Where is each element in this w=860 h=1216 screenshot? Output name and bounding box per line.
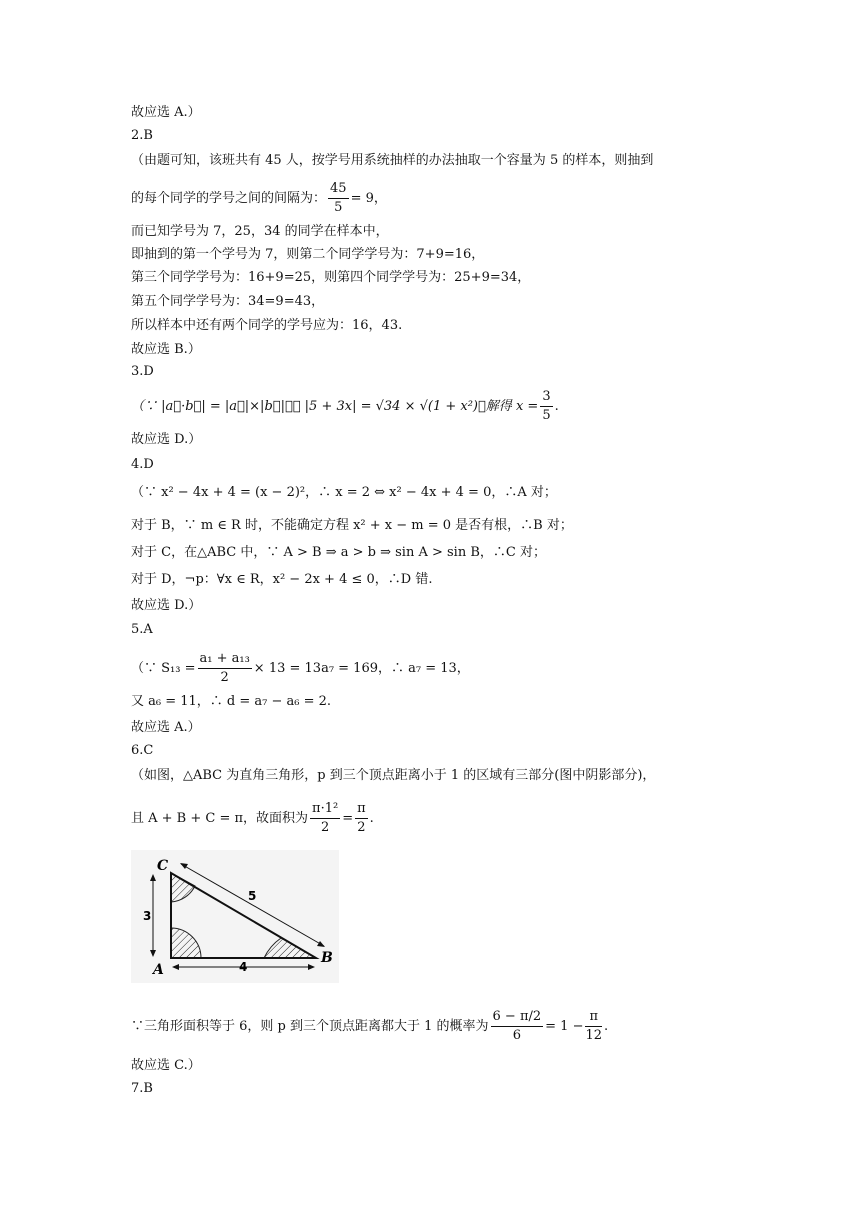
question-number: 2.B: [131, 128, 153, 143]
fraction: [355, 800, 368, 837]
solution-text: 对于 C，在△ABC 中，∵ A > B ⇒ a > b ⇒ sin A > sin B，∴C 对；: [131, 545, 546, 560]
solution-text: 第五个同学学号为：34=9=43，: [131, 294, 325, 309]
solution-text: [131, 650, 470, 687]
vertex-a-label: A: [153, 962, 164, 978]
right-triangle-figure: [131, 850, 339, 983]
solution-text: （由题可知，该班共有 45 人，按学号用系统抽样的办法抽取一个容量为 5 的样本，则抽到: [131, 153, 654, 168]
solution-text: [131, 1008, 608, 1045]
answer-conclusion: 故应选 D.）: [131, 432, 202, 447]
solution-text: [131, 180, 387, 217]
text-run: 的每个同学的学号之间的间隔为：: [131, 191, 327, 206]
dimension-line-cb: [181, 864, 324, 946]
fraction-numerator: a₁ + a₁₃: [198, 650, 252, 669]
text-run: .: [369, 811, 374, 826]
fraction-numerator: π: [355, 800, 368, 819]
arrow-head: [172, 964, 179, 970]
solution-text: 所以样本中还有两个同学的学号应为：16，43.: [131, 318, 403, 333]
arrow-head: [150, 874, 156, 881]
solution-text: [131, 800, 374, 837]
fraction-numerator: π·1²: [310, 800, 340, 819]
side-cb-label: 5: [248, 889, 257, 903]
solution-text: （∵ x² − 4x + 4 = (x − 2)²，∴ x = 2 ⇔ x² − 4x + 4 = 0，∴A 对；: [131, 485, 557, 500]
fraction: [585, 1008, 602, 1045]
solution-text: 而已知学号为 7，25，34 的同学在样本中，: [131, 224, 389, 239]
vertex-c-label: C: [157, 858, 169, 874]
text-run: .: [604, 1019, 609, 1034]
question-number: 4.D: [131, 457, 154, 472]
text-run: .: [554, 399, 559, 414]
solution-text: 对于 D，¬p：∀x ∈ R，x² − 2x + 4 ≤ 0，∴D 错.: [131, 572, 433, 587]
fraction: [540, 388, 552, 425]
fraction: [198, 650, 252, 687]
side-ab-label: 4: [239, 960, 248, 974]
question-number: 3.D: [131, 364, 154, 379]
arrow-head: [150, 950, 156, 957]
arrow-head: [180, 863, 188, 869]
fraction-denominator: 2: [357, 820, 366, 835]
text-run: = 1 −: [545, 1019, 584, 1034]
answer-conclusion: 故应选 C.）: [131, 1058, 201, 1073]
fraction-denominator: 5: [542, 408, 551, 423]
arrow-head: [308, 964, 315, 970]
question-number: 7.B: [131, 1081, 153, 1096]
solution-text: （如图，△ABC 为直角三角形，p 到三个顶点距离小于 1 的区域有三部分(图中阴影部分)，: [131, 768, 656, 783]
text-run: （∵ S₁₃ =: [131, 661, 196, 676]
solution-text: 即抽到的第一个学号为 7，则第二个同学学号为：7+9=16，: [131, 247, 485, 262]
text-run: = 9，: [350, 191, 387, 206]
fraction: [491, 1008, 544, 1045]
fraction-denominator: 2: [320, 820, 330, 835]
fraction: [310, 800, 340, 837]
answer-conclusion: 故应选 B.）: [131, 342, 201, 357]
text-run: =: [342, 811, 354, 826]
question-number: 5.A: [131, 622, 153, 637]
solution-text: [131, 388, 559, 425]
shaded-sector-b: [264, 938, 316, 958]
shaded-sector-a: [171, 928, 201, 958]
fraction-denominator: 6: [512, 1028, 521, 1043]
answer-conclusion: 故应选 A.）: [131, 105, 201, 120]
vertex-b-label: B: [321, 950, 333, 966]
side-ca-label: 3: [143, 909, 152, 923]
text-run: 且 A + B + C = π，故面积为: [131, 811, 309, 826]
text-run: × 13 = 13a₇ = 169，∴ a₇ = 13，: [253, 661, 470, 676]
solution-text: 对于 B，∵ m ∈ R 时，不能确定方程 x² + x − m = 0 是否有根，∴B 对；: [131, 518, 573, 533]
triangle-diagram: [131, 850, 339, 983]
fraction-numerator: π: [585, 1008, 602, 1027]
fraction-denominator: 12: [585, 1028, 603, 1043]
answer-conclusion: 故应选 D.）: [131, 598, 202, 613]
question-number: 6.C: [131, 743, 154, 758]
fraction-numerator: 6 − π/2: [491, 1008, 544, 1027]
fraction-numerator: 3: [540, 388, 552, 407]
shaded-sector-c: [171, 873, 195, 902]
fraction: [328, 180, 349, 217]
arrow-head: [317, 941, 325, 947]
solution-text: 又 a₆ = 11，∴ d = a₇ − a₆ = 2.: [131, 694, 332, 709]
answer-conclusion: 故应选 A.）: [131, 720, 201, 735]
text-run: （∵ |a⃗·b⃗| = |a⃗|×|b⃗|，∴ |5 + 3x| = √34 × √(1 + x²)，解得 x =: [131, 399, 539, 414]
text-run: ∵三角形面积等于 6，则 p 到三个顶点距离都大于 1 的概率为: [131, 1019, 489, 1034]
fraction-denominator: 5: [334, 200, 343, 215]
solution-text: 第三个同学学号为：16+9=25，则第四个同学学号为：25+9=34，: [131, 270, 531, 285]
fraction-numerator: 45: [328, 180, 349, 199]
fraction-denominator: 2: [220, 670, 229, 685]
